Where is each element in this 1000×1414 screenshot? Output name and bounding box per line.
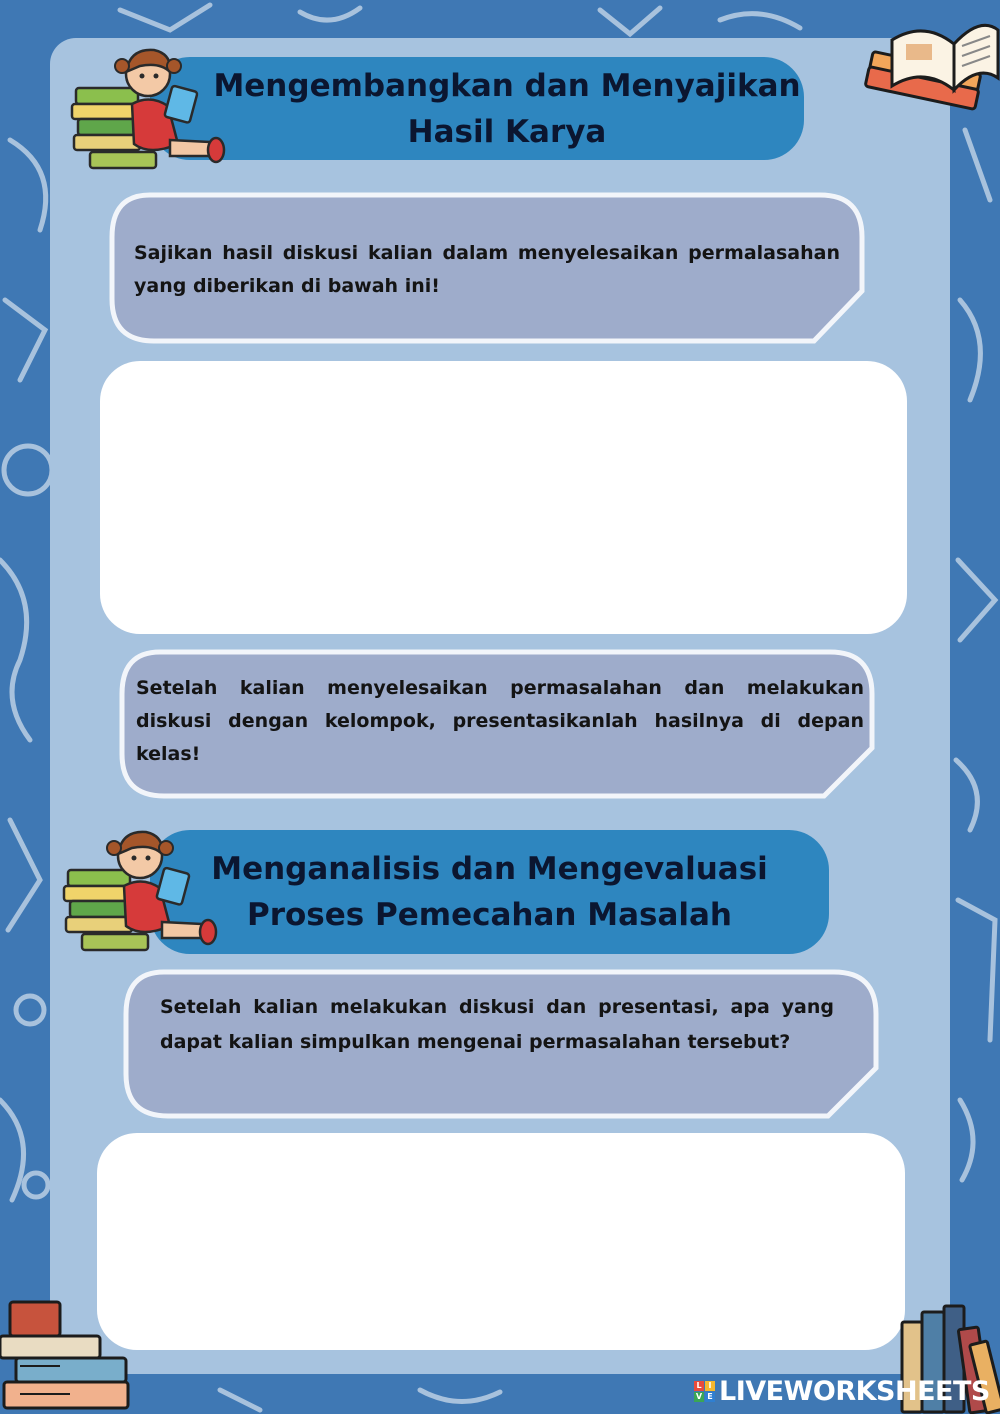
girl-reading-icon: [70, 44, 230, 174]
section2-title-line2: Proses Pemecahan Masalah: [247, 897, 732, 933]
liveworksheets-logo: [694, 1376, 990, 1407]
section1-title-banner: [150, 57, 804, 160]
section2-title-banner: [150, 830, 829, 954]
logo-mark-letter: V: [695, 1392, 703, 1401]
section1-instruction-text: Sajikan hasil diskusi kalian dalam menyelesaikan permalasahan yang diberikan di bawah ini!: [134, 242, 840, 297]
logo-mark: [694, 1381, 715, 1402]
section1-answer-box[interactable]: [100, 361, 907, 634]
section2-title: [211, 846, 768, 938]
logo-text: LIVEWORKSHEETS: [719, 1376, 990, 1407]
section1-title-line1: Mengembangkan dan Menyajikan: [213, 67, 801, 104]
open-book-icon: [862, 0, 1000, 112]
stacked-books-icon: [0, 1296, 140, 1414]
section1-title-line2: Hasil Karya: [407, 113, 607, 150]
logo-mark-letter: I: [705, 1381, 715, 1391]
section1-instruction-box: [108, 191, 866, 345]
section1-instruction2-box: [118, 648, 876, 800]
section2-instruction-box: [122, 968, 880, 1120]
section1-instruction2-text: Setelah kalian menyelesaikan permasalahan dan melakukan diskusi dengan kelompok, presentasikanlah hasilnya di depan kelas!: [136, 677, 864, 765]
section2-title-line1: Menganalisis dan Mengevaluasi: [211, 851, 768, 887]
girl-reading-icon: [62, 826, 222, 956]
section2-answer-box[interactable]: [97, 1133, 905, 1350]
logo-mark-letter: E: [705, 1392, 715, 1402]
section1-title: [213, 63, 800, 155]
section2-instruction-text: Setelah kalian melakukan diskusi dan presentasi, apa yang dapat kalian simpulkan mengenai permasalahan tersebut?: [160, 996, 834, 1053]
logo-mark-letter: L: [694, 1381, 704, 1391]
